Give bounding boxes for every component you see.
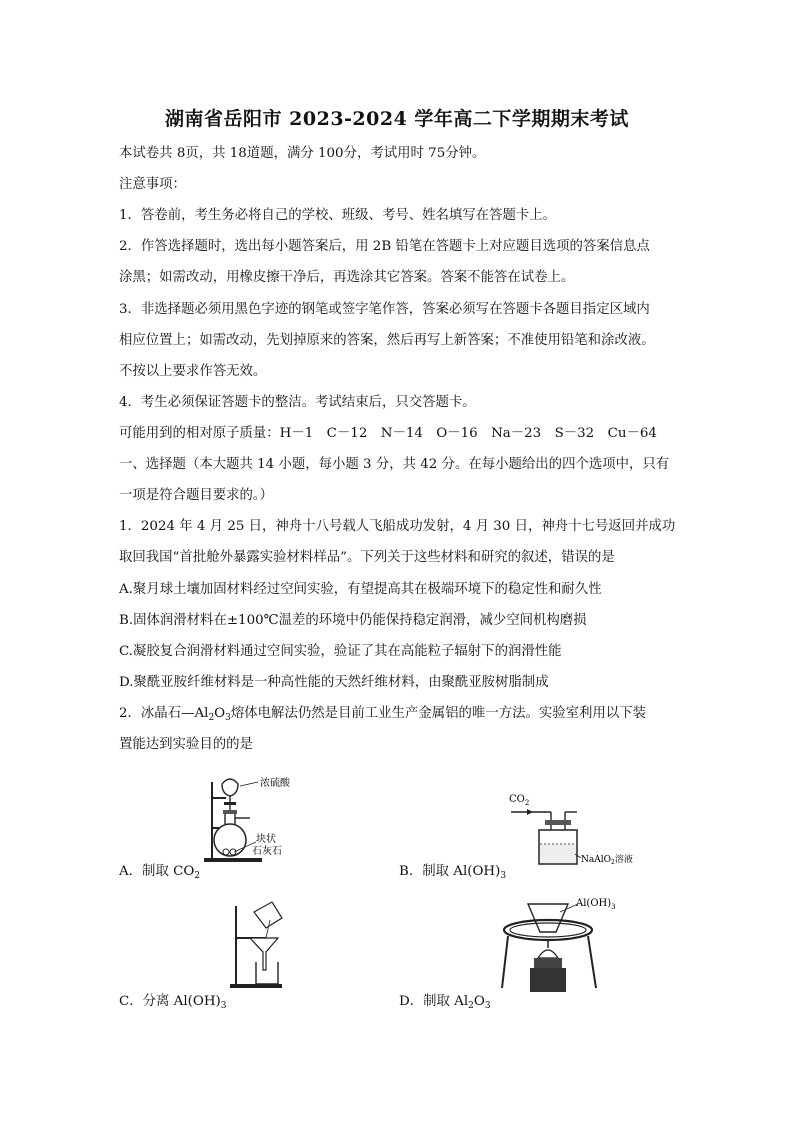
label-naalo2-solution: NaAlO$_2$溶液	[581, 855, 633, 866]
q2-stem: 2．冰晶石$—Al_2O_3$熔体电解法仍然是目前工业生产金属铝的唯一方法。实验室利用以下装	[119, 706, 646, 723]
section-heading: 一、选择题（本大题共 14 小题，每小题 3 分，共 42 分。在每小题给出的四个选项中，只有	[119, 457, 670, 472]
q1-stem: 1．2024 年 4 月 25 日，神舟十八号载人飞船成功发射，4 月 30 日，神舟十七号返回并成功	[119, 519, 676, 534]
notes-heading: 注意事项：	[119, 177, 186, 192]
apparatus-b-figure	[505, 790, 640, 870]
q1-option-a: A.聚月球土壤加固材料经过空间实验，有望提高其在极端环境下的稳定性和耐久性	[119, 582, 602, 597]
q2-stem: 置能达到实验目的的是	[119, 737, 253, 752]
label-aloh3: $Al(OH)_3$	[576, 898, 616, 911]
label-limestone-1: 块状	[256, 834, 276, 845]
section-heading-cont: 一项是符合题目要求的。）	[119, 488, 273, 503]
q1-option-d: D.聚酰亚胺纤维材料是一种高性能的天然纤维材料，由聚酰亚胺树脂制成	[119, 675, 549, 690]
note-line: 3．非选择题必须用黑色字迹的钢笔或签字笔作答，答案必须写在答题卡各题目指定区域内	[119, 302, 650, 317]
q2-option-a: A．制取 $CO_2$	[119, 864, 201, 881]
q2-option-d: D．制取 $Al_2O_3$	[399, 994, 491, 1011]
intro-text: 本试卷共 8页，共 18道题，满分 100分，考试用时 75分钟。	[119, 146, 486, 161]
note-line: 4．考生必须保证答题卡的整洁。考试结束后，只交答题卡。	[119, 395, 476, 410]
apparatus-c-figure	[226, 892, 296, 990]
note-line: 1．答卷前，考生务必将自己的学校、班级、考号、姓名填写在答题卡上。	[119, 208, 557, 223]
label-co2: $CO_2$	[509, 794, 530, 807]
note-line: 涂黑；如需改动，用橡皮擦干净后，再选涂其它答案。答案不能答在试卷上。	[119, 270, 575, 285]
note-line: 2．作答选择题时，选出每小题答案后，用 2B 铅笔在答题卡上对应题目选项的答案信息点	[119, 239, 650, 254]
q1-stem: 取回我国“首批舱外暴露实验材料样品”。下列关于这些材料和研究的叙述，错误的是	[119, 550, 615, 565]
note-line: 相应位置上；如需改动，先划掉原来的答案，然后再写上新答案；不准使用铅笔和涂改液。	[119, 333, 655, 348]
q1-option-c: C.凝胶复合润滑材料通过空间实验，验证了其在高能粒子辐射下的润滑性能	[119, 644, 562, 659]
apparatus-d-figure	[498, 888, 638, 998]
atomic-masses: 可能用到的相对原子质量：H－1 C－12 N－14 O－16 Na－23 S－32 Cu－64	[119, 426, 657, 441]
label-conc-sulfuric-acid: 浓硫酸	[260, 778, 290, 789]
q2-option-b: B．制取 $Al(OH)_3$	[399, 864, 507, 881]
note-line: 不按以上要求作答无效。	[119, 364, 267, 379]
q1-option-b: B.固体润滑材料在±100℃温差的环境中仍能保持稳定润滑，减少空间机构磨损	[119, 613, 587, 628]
q2-option-c: C．分离 $Al(OH)_3$	[119, 994, 227, 1011]
apparatus-a-figure	[200, 772, 310, 864]
exam-title: 湖南省岳阳市 2023-2024 学年高二下学期期末考试	[165, 108, 629, 130]
label-limestone-2: 石灰石	[252, 846, 282, 857]
